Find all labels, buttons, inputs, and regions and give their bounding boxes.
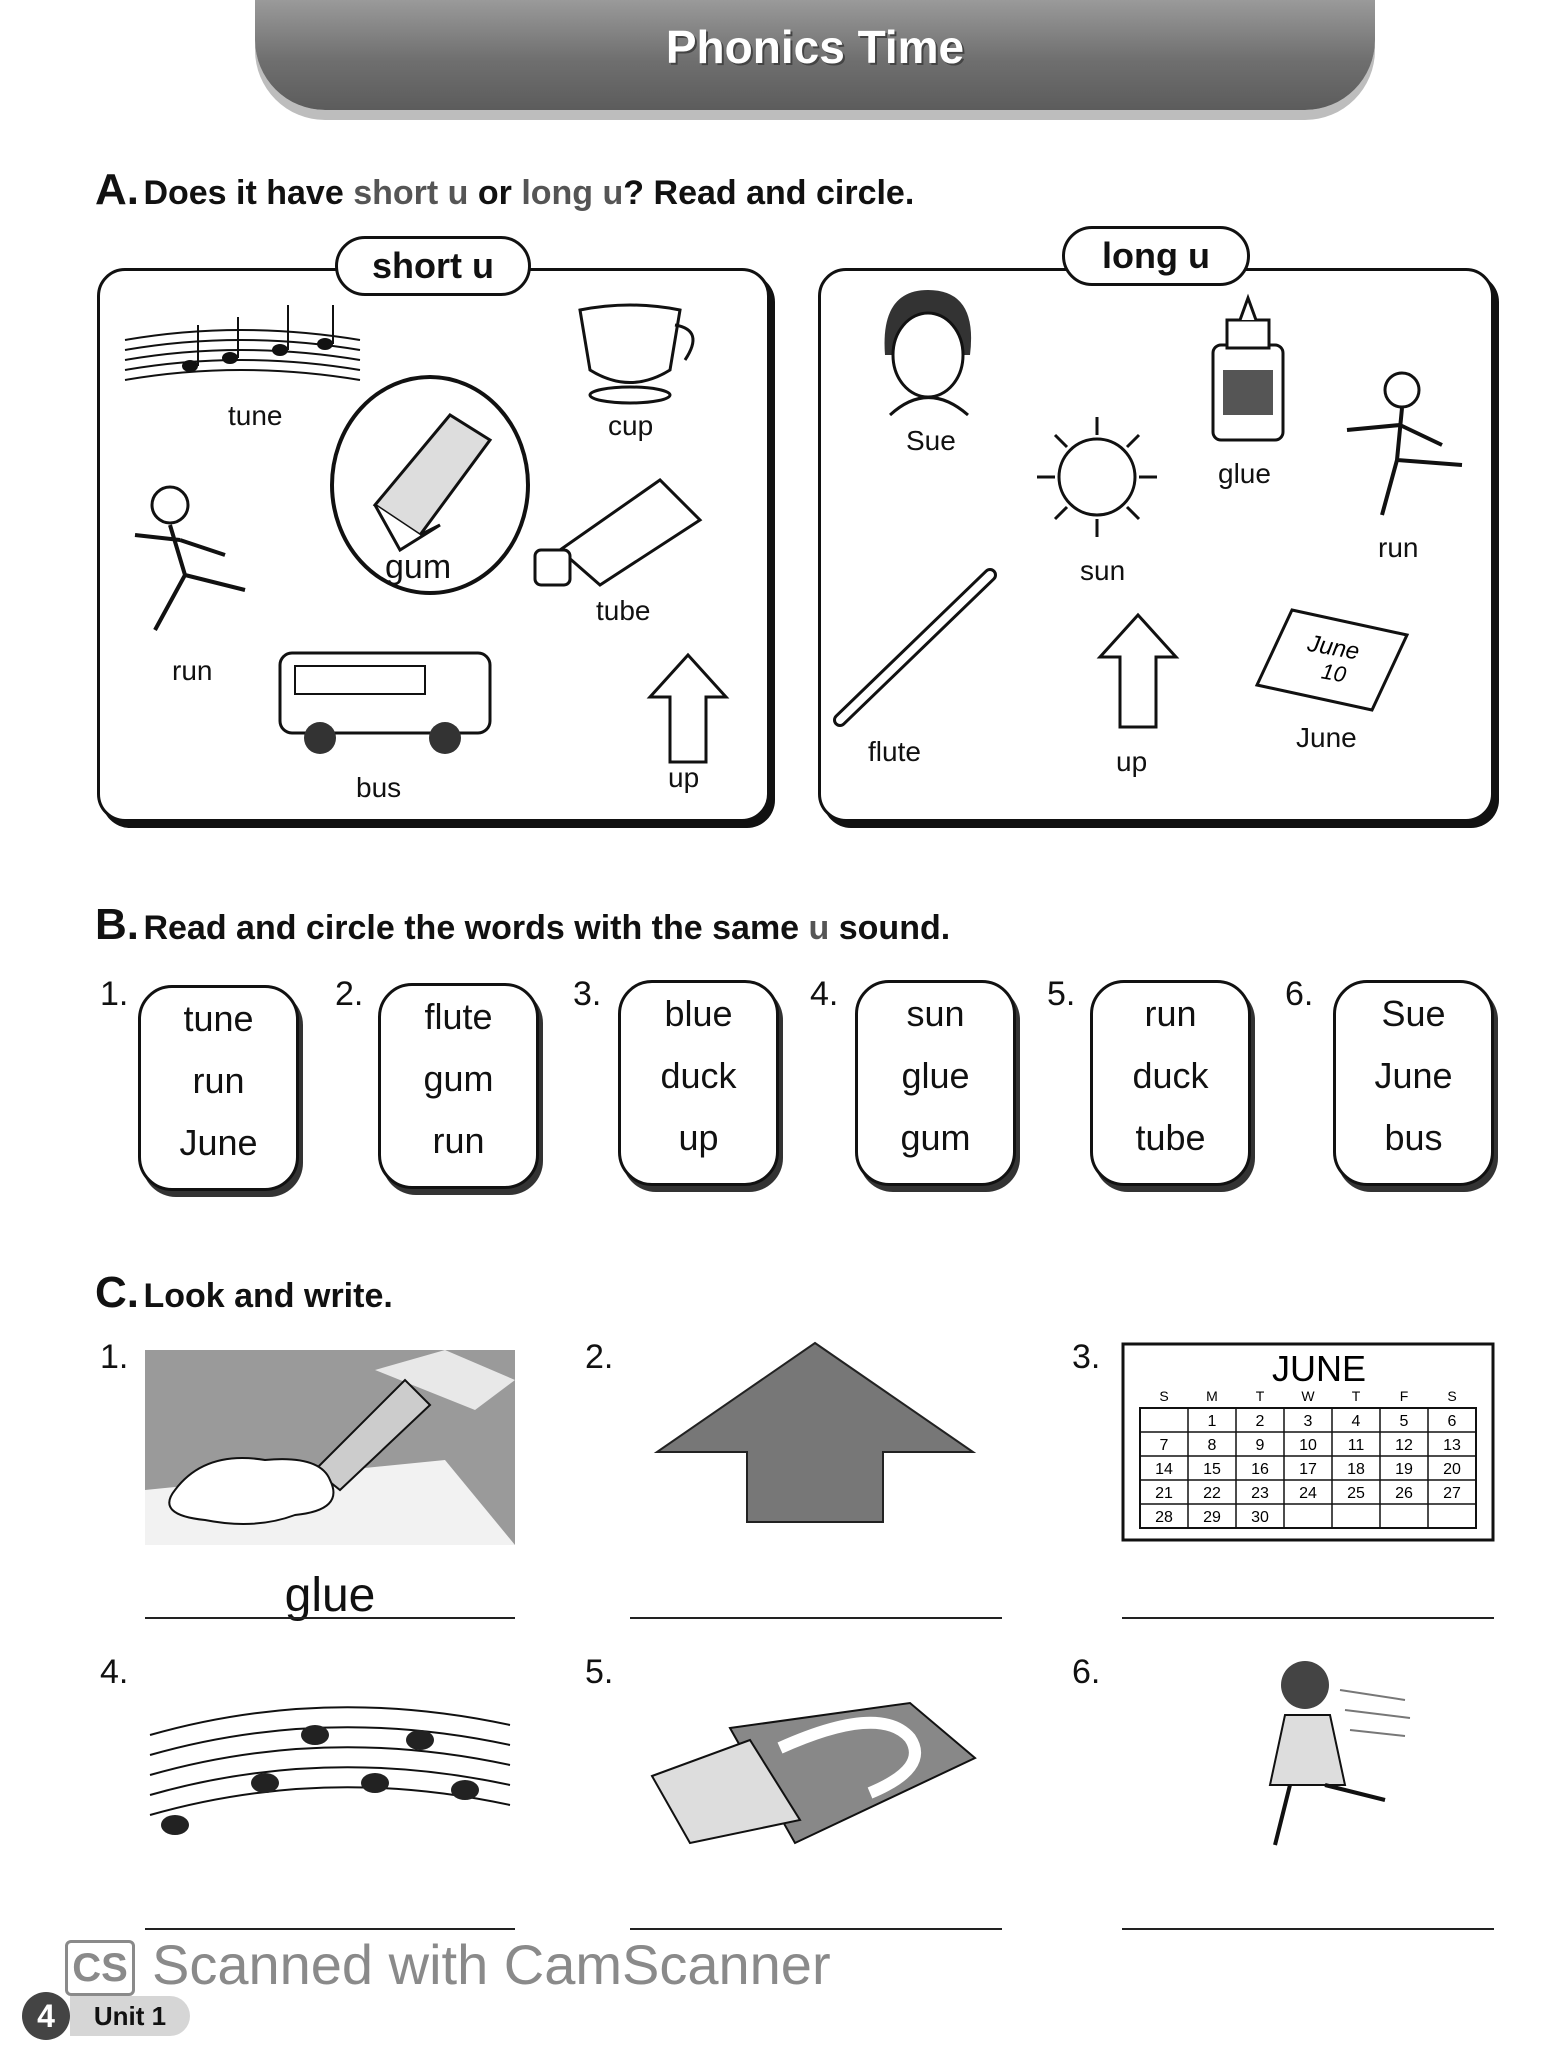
label-run: run <box>172 655 213 686</box>
calendar-day-header: W <box>1301 1388 1315 1404</box>
calendar-date: 24 <box>1299 1485 1317 1502</box>
c-number-6: 6. <box>1072 1653 1101 1691</box>
section-a-short: short u <box>353 174 469 212</box>
answer-line-2[interactable] <box>630 1617 1002 1619</box>
section-c-letter: C. <box>95 1268 139 1317</box>
word[interactable]: run <box>432 1120 485 1161</box>
calendar-date: 17 <box>1299 1461 1317 1478</box>
c-number-5: 5. <box>585 1653 614 1691</box>
calendar-date: 19 <box>1395 1461 1413 1478</box>
camscanner-logo: CS <box>65 1940 135 1996</box>
calendar-date: 22 <box>1203 1485 1221 1502</box>
section-c-text: Look and write. <box>143 1277 393 1315</box>
c-number-3: 3. <box>1072 1338 1101 1376</box>
label-june: June <box>1296 722 1357 753</box>
label-bus: bus <box>356 772 402 803</box>
word[interactable]: run <box>192 1060 245 1101</box>
calendar-icon-day: 10 <box>1319 658 1349 688</box>
calendar-date: 18 <box>1347 1461 1365 1478</box>
calendar-date: 4 <box>1351 1413 1361 1430</box>
word[interactable]: up <box>678 1117 719 1158</box>
answer-line-3[interactable] <box>1122 1617 1494 1619</box>
word[interactable]: duck <box>660 1055 737 1096</box>
section-c-heading <box>95 1268 393 1318</box>
camscanner-watermark: Scanned with CamScanner <box>152 1933 831 1996</box>
word[interactable]: tune <box>183 998 254 1039</box>
calendar-day-header: T <box>1255 1388 1265 1404</box>
group-number-5: 5. <box>1047 975 1076 1013</box>
calendar-date: 16 <box>1251 1461 1269 1478</box>
group-number-3: 3. <box>573 975 602 1013</box>
sun-icon <box>1035 415 1160 540</box>
page-title: Phonics Time <box>665 21 965 73</box>
glue-picture <box>145 1350 515 1545</box>
unit-label: Unit 1 <box>70 1996 190 2036</box>
label-sun: sun <box>1080 555 1126 586</box>
running-girl-icon-2 <box>1322 365 1472 525</box>
word[interactable]: tube <box>1135 1117 1206 1158</box>
label-cup: cup <box>608 410 654 441</box>
calendar-date: 13 <box>1443 1437 1461 1454</box>
calendar-date: 11 <box>1347 1437 1365 1454</box>
c-number-4: 4. <box>100 1653 129 1691</box>
calendar-date: 7 <box>1159 1437 1169 1454</box>
group-number-2: 2. <box>335 975 364 1013</box>
calendar-day-header: T <box>1351 1388 1361 1404</box>
c-number-1: 1. <box>100 1338 129 1376</box>
section-a-text-1: Does it have <box>143 174 354 212</box>
gum-pack-picture <box>650 1698 980 1848</box>
page-number: 4 <box>22 1992 70 2040</box>
word[interactable]: blue <box>664 993 733 1034</box>
glue-bottle-icon <box>1205 295 1290 445</box>
word-group-6 <box>1333 980 1494 1186</box>
answer-line-1[interactable] <box>145 1617 515 1619</box>
short-u-title: short u <box>335 236 531 296</box>
calendar-date: 14 <box>1155 1461 1173 1478</box>
calendar-date: 23 <box>1251 1485 1269 1502</box>
word-group-3 <box>618 980 779 1186</box>
calendar-date: 10 <box>1299 1437 1317 1454</box>
running-girl-icon <box>125 480 275 650</box>
calendar-day-header: S <box>1447 1388 1457 1404</box>
calendar-date: 2 <box>1255 1413 1265 1430</box>
calendar-date: 8 <box>1207 1437 1217 1454</box>
music-staff-picture <box>145 1675 515 1840</box>
toothpaste-tube-icon <box>530 470 710 600</box>
calendar-date: 30 <box>1251 1509 1269 1526</box>
word[interactable]: June <box>1374 1055 1453 1096</box>
word-group-1 <box>138 985 299 1191</box>
june-calendar-picture <box>1122 1343 1494 1541</box>
calendar-day-header: S <box>1159 1388 1169 1404</box>
answer-line-6[interactable] <box>1122 1928 1494 1930</box>
girl-face-icon <box>870 285 985 415</box>
calendar-date: 20 <box>1443 1461 1461 1478</box>
up-arrow-icon-2 <box>1098 612 1178 732</box>
word[interactable]: glue <box>901 1055 970 1096</box>
section-a-text-3: ? Read and circle. <box>623 174 915 212</box>
label-flute: flute <box>868 736 921 767</box>
label-tube: tube <box>596 595 651 626</box>
answer-1[interactable]: glue <box>284 1569 376 1622</box>
calendar-date: 25 <box>1347 1485 1365 1502</box>
calendar-date: 15 <box>1203 1461 1221 1478</box>
label-run-long: run <box>1378 532 1419 563</box>
word[interactable]: gum <box>900 1117 971 1158</box>
label-glue: glue <box>1218 458 1271 489</box>
section-b-text-2: sound. <box>829 909 951 947</box>
long-u-title: long u <box>1062 226 1250 286</box>
up-arrow-picture <box>655 1340 975 1525</box>
word[interactable]: run <box>1144 993 1197 1034</box>
word[interactable]: sun <box>906 993 965 1034</box>
calendar-month: JUNE <box>1272 1348 1367 1389</box>
calendar-date: 27 <box>1443 1485 1461 1502</box>
word[interactable]: duck <box>1132 1055 1209 1096</box>
calendar-page-icon <box>1252 600 1412 715</box>
calendar-icon-month: June <box>1305 629 1362 666</box>
flute-icon <box>830 570 995 730</box>
calendar-date: 21 <box>1155 1485 1173 1502</box>
section-a-heading <box>95 165 914 215</box>
c-number-2: 2. <box>585 1338 614 1376</box>
group-number-1: 1. <box>100 975 129 1013</box>
calendar-date: 3 <box>1303 1413 1313 1430</box>
running-girl-picture <box>1235 1650 1415 1855</box>
answer-line-4[interactable] <box>145 1928 515 1930</box>
section-a-letter: A. <box>95 165 139 214</box>
calendar-day-header: F <box>1399 1388 1409 1404</box>
word[interactable]: Sue <box>1381 993 1446 1034</box>
label-up: up <box>668 762 700 793</box>
section-a-text-2: or <box>468 174 522 212</box>
calendar-date: 28 <box>1155 1509 1173 1526</box>
word-group-5 <box>1090 980 1251 1186</box>
group-number-4: 4. <box>810 975 839 1013</box>
cup-icon <box>570 300 710 410</box>
calendar-date: 12 <box>1395 1437 1413 1454</box>
bus-icon <box>270 648 500 763</box>
label-sue: Sue <box>906 425 956 456</box>
answer-line-5[interactable] <box>630 1928 1002 1930</box>
section-b-text-1: Read and circle the words with the same <box>143 909 809 947</box>
label-up-long: up <box>1116 746 1148 777</box>
calendar-date: 1 <box>1207 1413 1217 1430</box>
word-group-2 <box>378 983 539 1189</box>
calendar-date: 5 <box>1399 1413 1409 1430</box>
word[interactable]: gum <box>423 1058 494 1099</box>
word-group-4 <box>855 980 1016 1186</box>
label-gum: gum <box>385 548 452 586</box>
section-b-heading <box>95 900 950 950</box>
group-number-6: 6. <box>1285 975 1314 1013</box>
label-tune: tune <box>228 400 283 431</box>
word[interactable]: June <box>179 1122 258 1163</box>
word[interactable]: flute <box>424 996 493 1037</box>
section-b-u: u <box>808 909 830 947</box>
section-b-letter: B. <box>95 900 139 949</box>
section-a-long: long u <box>521 174 624 212</box>
calendar-day-header: M <box>1206 1388 1218 1404</box>
calendar-date: 9 <box>1255 1437 1265 1454</box>
calendar-date: 6 <box>1447 1413 1457 1430</box>
calendar-date: 26 <box>1395 1485 1413 1502</box>
up-arrow-icon <box>648 652 728 767</box>
calendar-date: 29 <box>1203 1509 1221 1526</box>
word[interactable]: bus <box>1384 1117 1443 1158</box>
